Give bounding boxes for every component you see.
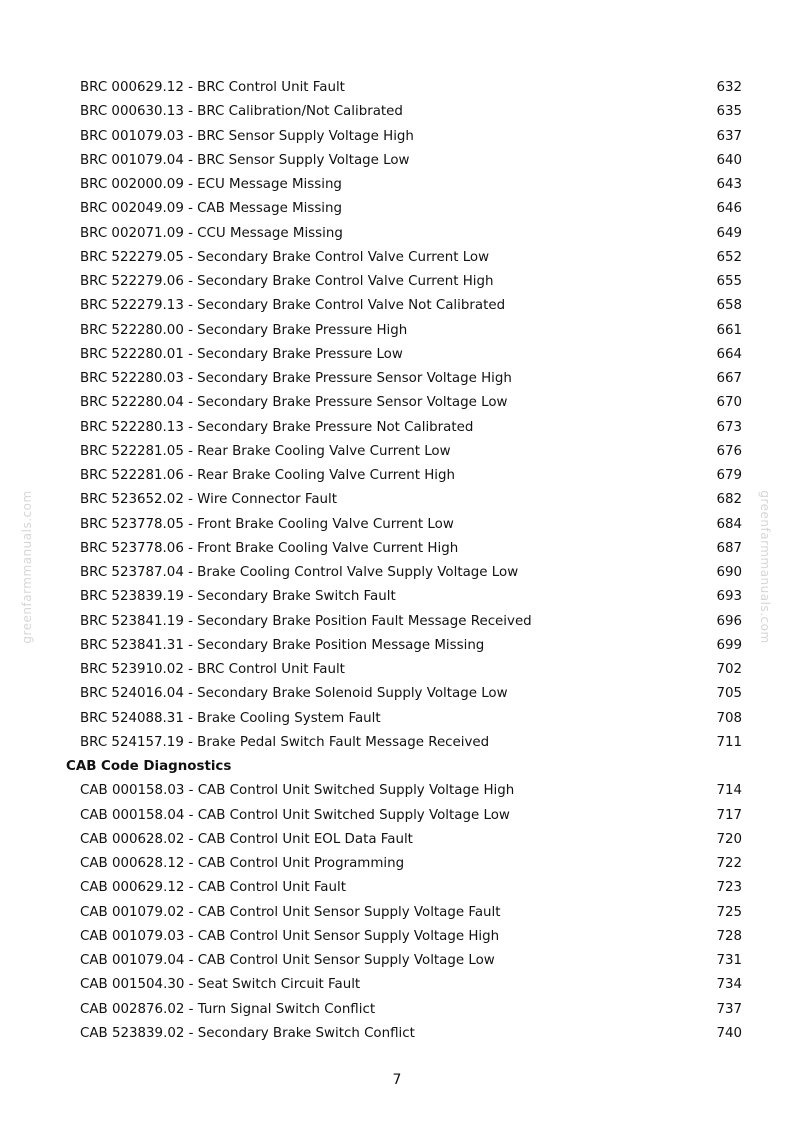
toc-entry-page: 684 <box>716 516 742 532</box>
toc-entry-page: 711 <box>716 734 742 750</box>
toc-entry[interactable] <box>0 197 794 221</box>
toc-entry[interactable] <box>0 391 794 415</box>
toc-entry-title: CAB 000158.03 - CAB Control Unit Switched Supply Voltage High <box>80 783 515 799</box>
toc-entry[interactable] <box>0 76 794 100</box>
toc-entry[interactable] <box>0 561 794 585</box>
toc-entry-page: 699 <box>716 637 742 653</box>
toc-entry-page: 667 <box>716 371 742 386</box>
watermark-left: greenfarmmanuals.com <box>20 490 34 644</box>
toc-entry[interactable] <box>0 610 794 634</box>
toc-entry[interactable] <box>0 658 794 682</box>
toc-entry-page: 705 <box>716 686 742 702</box>
toc-entry[interactable] <box>0 973 794 997</box>
toc-entry[interactable] <box>0 731 794 755</box>
toc-entry-page: 728 <box>716 928 742 944</box>
toc-entry-page: 664 <box>716 346 742 362</box>
toc-entry-page: 632 <box>716 80 742 95</box>
toc-entry[interactable] <box>0 682 794 706</box>
toc-entry-page: 658 <box>716 298 742 314</box>
toc-entry-page: 687 <box>716 540 742 556</box>
toc-entry-title: CAB 001504.30 - Seat Switch Circuit Fault <box>80 977 361 993</box>
toc-entry-page: 696 <box>716 613 742 629</box>
toc-entry[interactable] <box>0 222 794 246</box>
watermark-right: greenfarmmanuals.com <box>758 490 772 644</box>
toc-entry-title: BRC 522279.13 - Secondary Brake Control Valve Not Calibrated <box>80 298 506 314</box>
page-number: 7 <box>392 1072 402 1088</box>
toc-entry-title: BRC 522281.06 - Rear Brake Cooling Valve Current High <box>80 468 455 483</box>
brc-entries <box>0 76 794 755</box>
toc-entry-title: BRC 002071.09 - CCU Message Missing <box>80 225 343 241</box>
toc-entry-title: CAB 000629.12 - CAB Control Unit Fault <box>80 880 346 896</box>
toc-entry[interactable] <box>0 343 794 367</box>
toc-entry-title: BRC 523778.05 - Front Brake Cooling Valve Current Low <box>80 516 454 532</box>
toc-entry[interactable] <box>0 149 794 173</box>
toc-entry-page: 722 <box>716 856 742 871</box>
toc-entry-page: 643 <box>716 177 742 192</box>
toc-entry-page: 737 <box>716 1001 742 1017</box>
toc-entry-title: BRC 000629.12 - BRC Control Unit Fault <box>80 80 345 95</box>
toc-entry-title: CAB 523839.02 - Secondary Brake Switch Conflict <box>80 1025 415 1041</box>
toc-entry[interactable] <box>0 440 794 464</box>
toc-entry[interactable] <box>0 100 794 124</box>
toc-entry-page: 734 <box>716 977 742 993</box>
toc-entry-page: 673 <box>716 419 742 435</box>
toc-entry[interactable] <box>0 319 794 343</box>
toc-entry[interactable] <box>0 294 794 318</box>
toc-entry-title: BRC 522280.13 - Secondary Brake Pressure Not Calibrated <box>80 419 474 435</box>
toc-entry-title: CAB 000158.04 - CAB Control Unit Switched Supply Voltage Low <box>80 807 510 823</box>
toc-entry-page: 731 <box>716 953 742 968</box>
table-of-contents <box>0 76 794 1046</box>
toc-entry-page: 702 <box>716 662 742 677</box>
toc-entry-title: BRC 523841.31 - Secondary Brake Position Message Missing <box>80 637 485 653</box>
toc-entry-page: 720 <box>716 831 742 847</box>
toc-entry-title: BRC 523839.19 - Secondary Brake Switch Fault <box>80 589 396 605</box>
toc-entry-title: CAB 000628.12 - CAB Control Unit Programming <box>80 856 405 871</box>
toc-entry-title: BRC 523778.06 - Front Brake Cooling Valve Current High <box>80 540 459 556</box>
toc-entry[interactable] <box>0 270 794 294</box>
toc-entry-page: 640 <box>716 152 742 168</box>
toc-entry-title: BRC 002000.09 - ECU Message Missing <box>80 177 342 192</box>
toc-entry-title: CAB 000628.02 - CAB Control Unit EOL Data Fault <box>80 831 413 847</box>
toc-entry-page: 714 <box>716 783 742 799</box>
section-heading <box>0 755 794 779</box>
toc-entry-page: 652 <box>716 249 742 265</box>
toc-entry[interactable] <box>0 367 794 391</box>
toc-entry[interactable] <box>0 949 794 973</box>
toc-entry-title: BRC 523787.04 - Brake Cooling Control Valve Supply Voltage Low <box>80 565 519 580</box>
toc-entry-title: BRC 522280.03 - Secondary Brake Pressure Sensor Voltage High <box>80 371 512 386</box>
toc-entry-title: BRC 523910.02 - BRC Control Unit Fault <box>80 662 345 677</box>
toc-entry-page: 679 <box>716 468 742 483</box>
toc-entry-title: BRC 000630.13 - BRC Calibration/Not Calibrated <box>80 104 403 120</box>
toc-entry-title: BRC 524157.19 - Brake Pedal Switch Fault Message Received <box>80 734 490 750</box>
toc-entry-page: 690 <box>716 565 742 580</box>
toc-entry-title: BRC 522279.06 - Secondary Brake Control Valve Current High <box>80 274 494 289</box>
toc-entry[interactable] <box>0 464 794 488</box>
toc-entry[interactable] <box>0 488 794 512</box>
toc-entry-title: CAB 001079.03 - CAB Control Unit Sensor Supply Voltage High <box>80 928 500 944</box>
toc-entry-title: BRC 002049.09 - CAB Message Missing <box>80 201 343 217</box>
toc-entry-title: BRC 522280.00 - Secondary Brake Pressure High <box>80 322 408 338</box>
toc-entry-page: 646 <box>716 201 742 217</box>
toc-entry[interactable] <box>0 416 794 440</box>
toc-entry[interactable] <box>0 585 794 609</box>
toc-entry[interactable] <box>0 513 794 537</box>
toc-entry-title: BRC 522281.05 - Rear Brake Cooling Valve Current Low <box>80 443 451 459</box>
toc-entry[interactable] <box>0 901 794 925</box>
toc-entry-title: CAB 001079.04 - CAB Control Unit Sensor Supply Voltage Low <box>80 953 495 968</box>
toc-entry-title: BRC 524016.04 - Secondary Brake Solenoid Supply Voltage Low <box>80 686 508 702</box>
toc-entry[interactable] <box>0 779 794 803</box>
toc-entry[interactable] <box>0 125 794 149</box>
toc-entry[interactable] <box>0 828 794 852</box>
toc-entry[interactable] <box>0 173 794 197</box>
toc-entry-page: 708 <box>716 710 742 726</box>
toc-entry-page: 637 <box>716 128 742 144</box>
section-heading-title: CAB Code Diagnostics <box>66 759 232 774</box>
toc-entry-page: 725 <box>716 904 742 920</box>
toc-entry[interactable] <box>0 998 794 1022</box>
toc-entry-title: BRC 522280.04 - Secondary Brake Pressure Sensor Voltage Low <box>80 395 508 411</box>
toc-entry-page: 693 <box>716 589 742 605</box>
toc-entry-page: 682 <box>716 492 742 508</box>
toc-entry-page: 670 <box>716 395 742 411</box>
toc-entry-page: 740 <box>716 1025 742 1041</box>
toc-entry[interactable] <box>0 876 794 900</box>
toc-entry-page: 635 <box>716 104 742 120</box>
toc-entry[interactable] <box>0 852 794 876</box>
toc-entry[interactable] <box>0 246 794 270</box>
toc-entry-title: BRC 001079.03 - BRC Sensor Supply Voltage High <box>80 128 414 144</box>
toc-entry-title: BRC 523652.02 - Wire Connector Fault <box>80 492 338 508</box>
toc-entry[interactable] <box>0 1022 794 1046</box>
toc-entry-title: BRC 524088.31 - Brake Cooling System Fault <box>80 710 381 726</box>
toc-entry-page: 649 <box>716 225 742 241</box>
toc-entry-page: 717 <box>716 807 742 823</box>
toc-entry-title: CAB 002876.02 - Turn Signal Switch Conflict <box>80 1001 376 1017</box>
toc-entry[interactable] <box>0 537 794 561</box>
toc-entry[interactable] <box>0 804 794 828</box>
toc-entry-page: 661 <box>716 322 742 338</box>
toc-entry-page: 655 <box>716 274 742 289</box>
toc-entry-title: CAB 001079.02 - CAB Control Unit Sensor Supply Voltage Fault <box>80 904 501 920</box>
toc-entry-page: 676 <box>716 443 742 459</box>
toc-entry-title: BRC 522280.01 - Secondary Brake Pressure Low <box>80 346 403 362</box>
cab-entries <box>0 779 794 1046</box>
toc-entry-title: BRC 001079.04 - BRC Sensor Supply Voltage Low <box>80 152 410 168</box>
toc-entry-page: 723 <box>716 880 742 896</box>
toc-entry[interactable] <box>0 925 794 949</box>
toc-entry[interactable] <box>0 707 794 731</box>
toc-entry-title: BRC 523841.19 - Secondary Brake Position Fault Message Received <box>80 613 532 629</box>
toc-entry-title: BRC 522279.05 - Secondary Brake Control Valve Current Low <box>80 249 490 265</box>
toc-entry[interactable] <box>0 634 794 658</box>
